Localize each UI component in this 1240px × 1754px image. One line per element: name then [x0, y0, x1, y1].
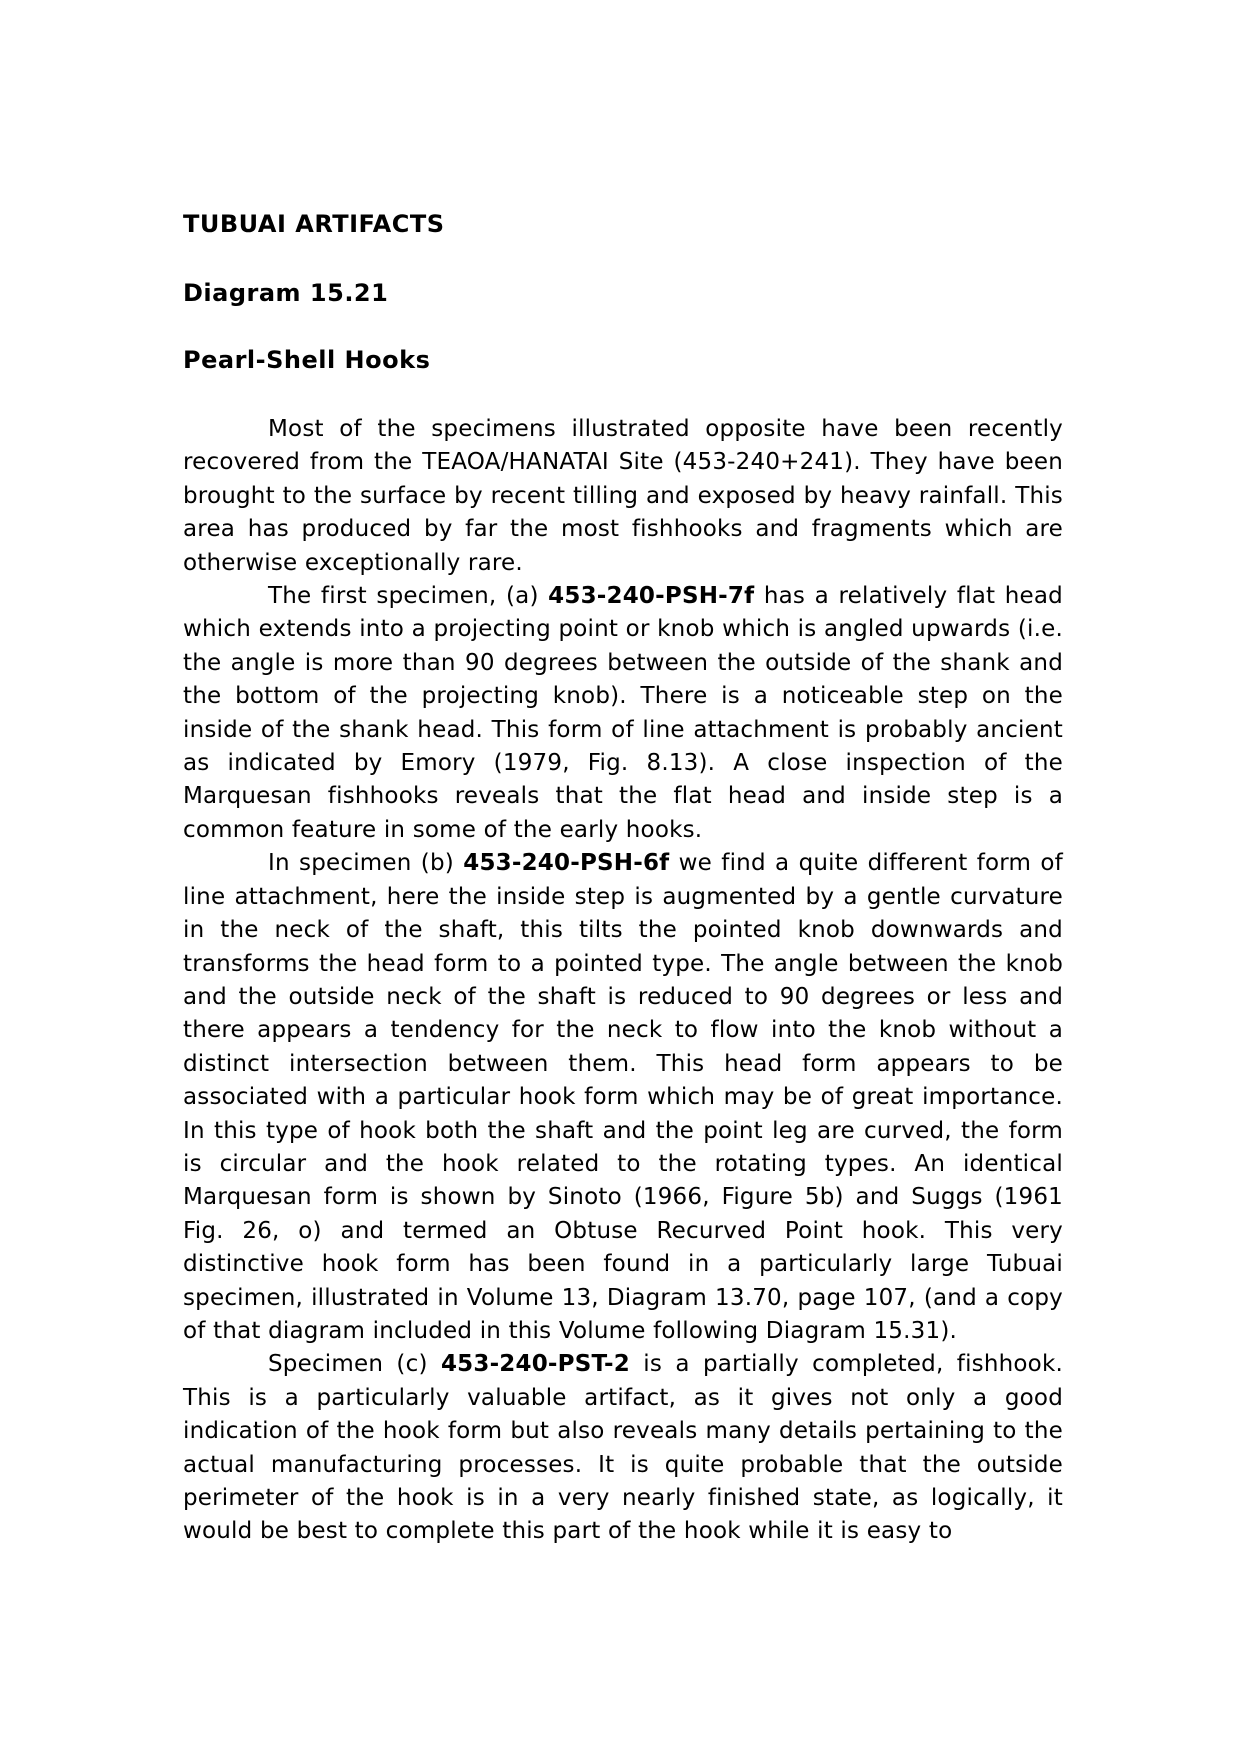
- specimen-id: 453-240-PST-2: [440, 1351, 630, 1378]
- paragraph-specimen-a: [183, 580, 1063, 847]
- body-text: [183, 413, 1063, 1549]
- paragraph-text: The first specimen, (a): [268, 583, 549, 610]
- paragraph-text: we find a quite different form of line attachment, here the inside step is augmented by a gentle curvature in the neck of the shaft, this tilts the pointed knob downwards and transforms the head form to a pointed type. The angle between the knob and the outside neck of the shaft is reduced to 90 degrees or less and there appears a tendency for the neck to flow into the knob without a distinct intersection between them. This head form appears to be associated with a particular hook form which may be of great importance. In this type of hook both the shaft and the point leg are curved, the form is circular and the hook related to the rotating types. An identical Marquesan form is shown by Sinoto (1966, Figure 5b) and Suggs (1961 Fig. 26, o) and termed an Obtuse Recurved Point hook. This very distinctive hook form has been found in a particularly large Tubuai specimen, illustrated in Volume 13, Diagram 13.70, page 107, (and a copy of that diagram included in this Volume following Diagram 15.31).: [183, 850, 1063, 1344]
- section-subtitle: Pearl-Shell Hooks: [183, 346, 431, 374]
- paragraph-text: has a relatively flat head which extends into a projecting point or knob which is angled upwards (i.e. the angle is more than 90 degrees between the outside of the shank and the bottom of the projecting knob). There is a noticeable step on the inside of the shank head. This form of line attachment is probably ancient as indicated by Emory (1979, Fig. 8.13). A close inspection of the Marquesan fishhooks reveals that the flat head and inside step is a common feature in some of the early hooks.: [183, 583, 1063, 843]
- specimen-id: 453-240-PSH-7f: [548, 583, 755, 610]
- paragraph-specimen-c: [183, 1348, 1063, 1548]
- paragraph-text: In specimen (b): [268, 850, 464, 877]
- document-title: TUBUAI ARTIFACTS: [183, 210, 445, 238]
- paragraph-intro: Most of the specimens illustrated opposite have been recently recovered from the TEAOA/HANATAI Site (453-240+241). They have been brought to the surface by recent tilling and exposed by heavy rainfall. This area has produced by far the most fishhooks and fragments which are otherwise exceptionally rare.: [183, 416, 1063, 576]
- paragraph-text: Specimen (c): [268, 1351, 441, 1378]
- diagram-number: Diagram 15.21: [183, 279, 389, 307]
- paragraph-specimen-b: [183, 847, 1063, 1348]
- specimen-id: 453-240-PSH-6f: [463, 850, 670, 877]
- paragraph-text: is a partially completed, fishhook. This is a particularly valuable artifact, as it gives not only a good indication of the hook form but also reveals many details pertaining to the actual manufacturing processes. It is quite probable that the outside perimeter of the hook is in a very nearly finished state, as logically, it would be best to complete this part of the hook while it is easy to: [183, 1351, 1063, 1545]
